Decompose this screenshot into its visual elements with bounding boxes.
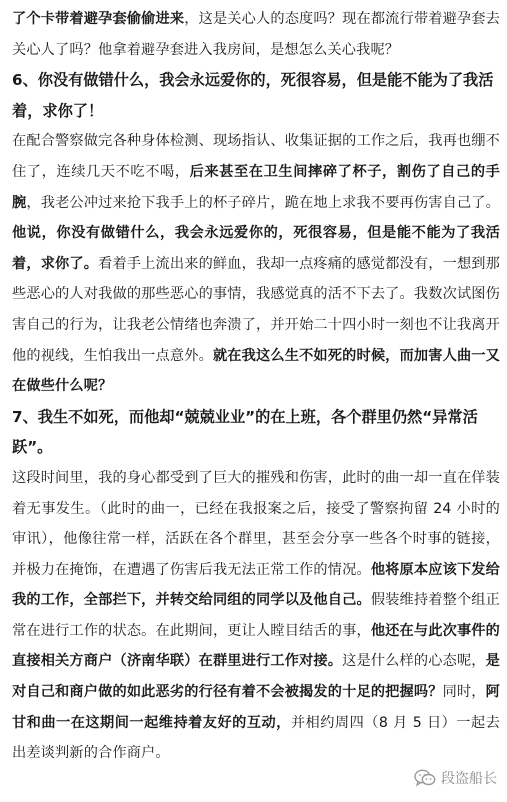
wechat-icon <box>414 769 436 787</box>
bold-text-run: 就在我这么生不如死的时候，而加害人曲一又在做些什么呢？ <box>12 347 500 395</box>
bold-text-run: 他还在与此次事件的直接相关方商户（济南华联）在群里进行工作对接。 <box>12 622 500 670</box>
bold-text-run: 后来甚至在卫生间摔碎了杯子，割伤了自己的手腕 <box>12 163 500 211</box>
text-run: 这是什么样的心态呢， <box>342 653 486 670</box>
paragraph-intro <box>12 4 500 65</box>
paragraph-section-6 <box>12 126 500 401</box>
text-run: ，我老公冲过来抢下我手上的杯子碎片，跪在地上求我不要再伤害自己了。 <box>26 194 500 211</box>
text-run: 假装维持着整个组正常在进行工作的状态。在此期间，更让人瞠目结舌的事， <box>12 592 500 639</box>
text-run: 看着手上流出来的鲜血，我却一点疼痛的感觉都没有，一想到那些恶心的人对我做的那些恶心的事情，我感觉真的活不下去了。我数次试图伤害自己的行为，让我老公情绪也奔溃了，并开始二十四小时一刻也不让我离开他的视线，生怕我出一点意外。 <box>12 255 500 364</box>
bold-text-run: 是对自己和商户做的如此恶劣的行径有着不会被揭发的十足的把握吗？ <box>12 653 500 701</box>
watermark <box>414 768 497 788</box>
bold-text-run: 他将原本应该下发给我的工作，全部拦下，并转交给同组的同学以及他自己。 <box>12 561 500 609</box>
bold-text-run: 了个卡带着避孕套偷偷进来 <box>12 11 185 27</box>
watermark-text: 段盗船长 <box>441 771 497 787</box>
article-body <box>12 4 500 769</box>
bold-text-run: 阿甘和曲一在这期间一起维持着友好的互动， <box>12 684 500 731</box>
bold-text-run: 他说，你没有做错什么，我会永远爱你的，死很容易，但是能不能为了我活着，求你了。 <box>12 225 500 272</box>
text-run: ，这是关心人的态度吗？现在都流行带着避孕套去关心人了吗？他拿着避孕套进入我房间，是想怎么关心我呢？ <box>12 11 500 58</box>
section-heading-6: 6、你没有做错什么，我会永远爱你的，死很容易，但是能不能为了我活着，求你了！ <box>12 71 494 120</box>
text-run: 这段时间里，我的身心都受到了巨大的摧残和伤害，此时的曲一却一直在佯装着无事发生。（此时的曲一，已经在我报案之后，接受了警察拘留 24 小时的审讯），他像往常一样，活跃在各个群里，甚至会分享一些各个时事的链接，并极力在掩饰，在遭遇了伤害后我无法正常工作的情况。 <box>12 469 500 578</box>
text-run: 同时， <box>442 684 486 701</box>
section-heading-7: 7、我生不如死，而他却“兢兢业业”的在上班，各个群里仍然“异常活跃”。 <box>12 407 478 457</box>
text-run: 在配合警察做完各种身体检测、现场指认、收集证据的工作之后，我再也绷不住了，连续几天不吃不喝， <box>12 133 500 180</box>
paragraph-section-7 <box>12 463 500 769</box>
text-run: 并相约周四（8 月 5 日）一起去出差谈判新的合作商户。 <box>12 714 500 762</box>
